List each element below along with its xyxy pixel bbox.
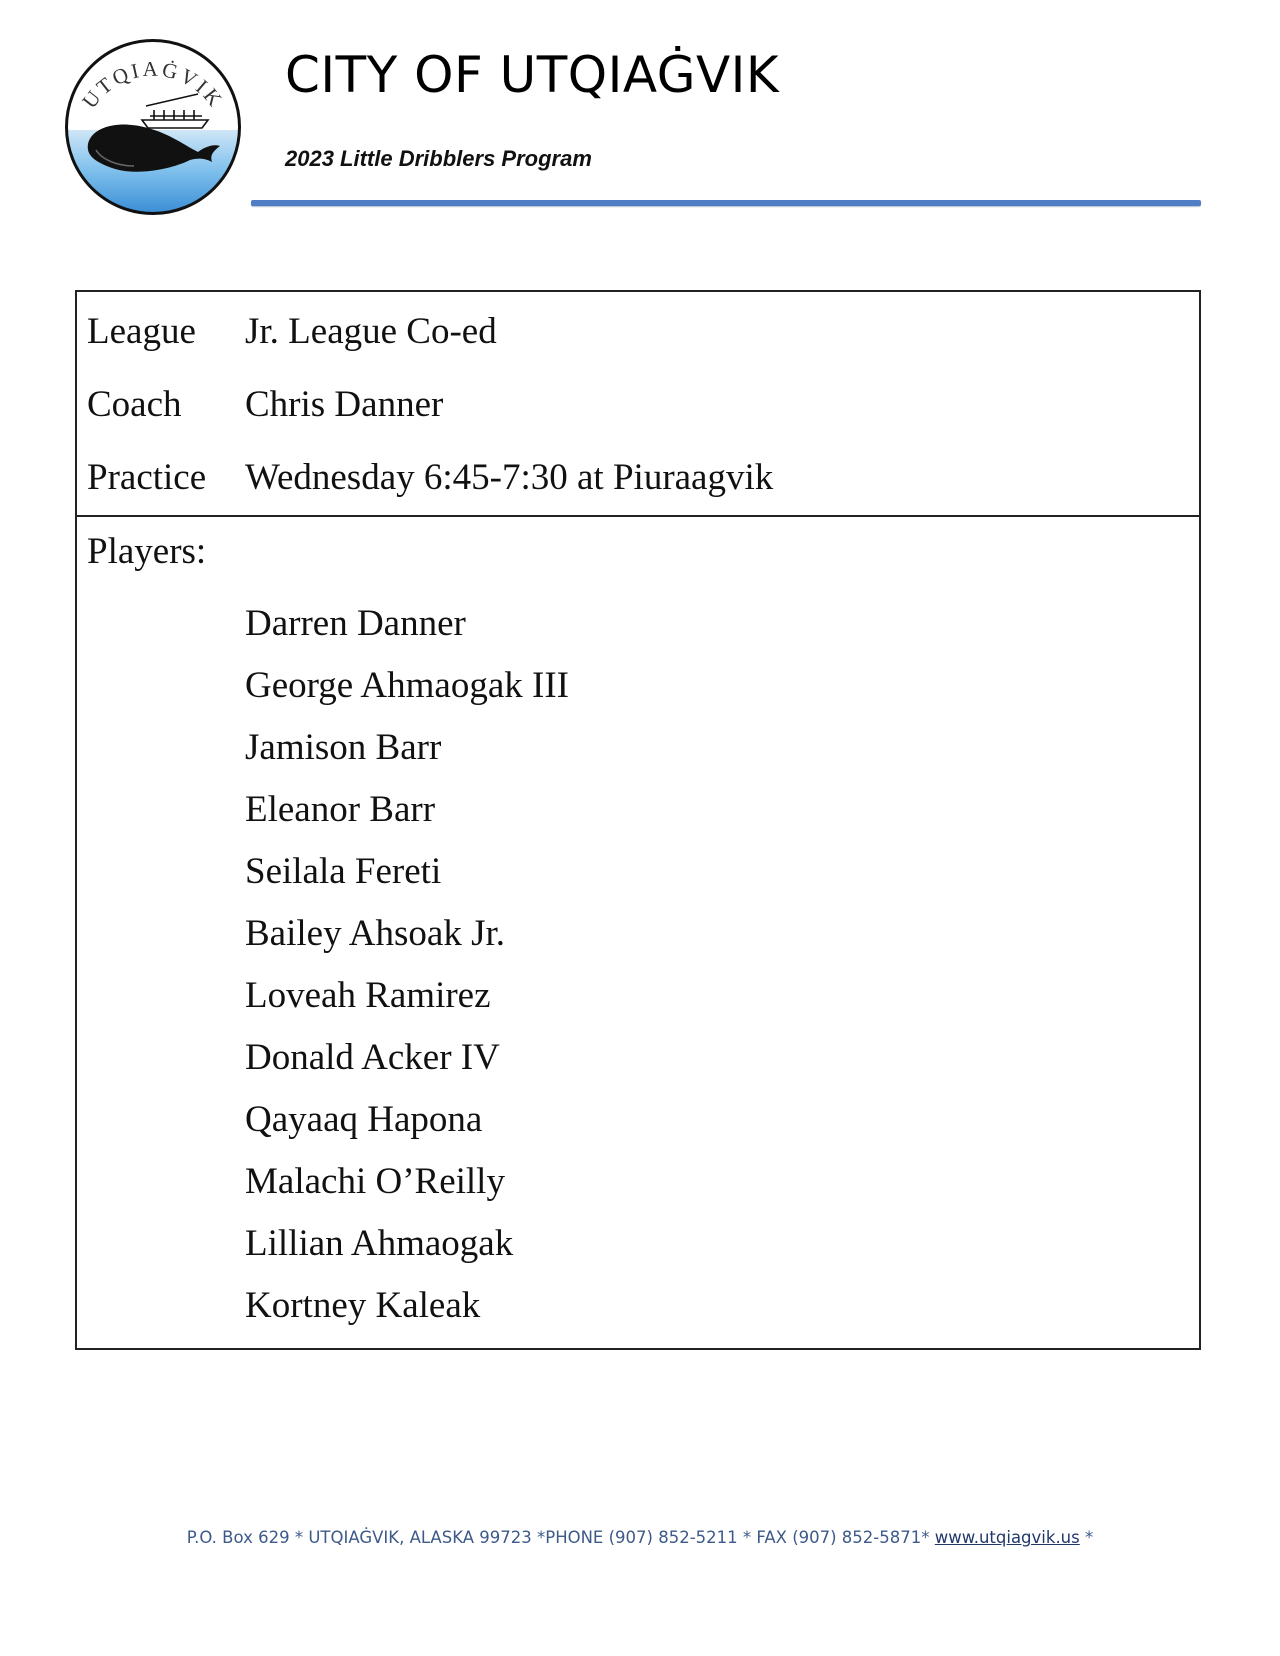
player-name: Kortney Kaleak xyxy=(245,1285,481,1326)
player-name: Seilala Fereti xyxy=(245,851,442,892)
player-name: Darren Danner xyxy=(245,603,466,644)
league-label: League xyxy=(87,311,196,352)
player-name: Loveah Ramirez xyxy=(245,975,491,1016)
player-name: Lillian Ahmaogak xyxy=(245,1223,514,1264)
coach-label: Coach xyxy=(87,384,182,425)
header-divider xyxy=(251,200,1201,206)
program-subtitle: 2023 Little Dribblers Program xyxy=(285,146,592,171)
footer-address: P.O. Box 629 * UTQIAĠVIK, ALASKA 99723 *PHONE (907) 852-5211 * FAX (907) 852-5871* xyxy=(186,1528,935,1547)
practice-label: Practice xyxy=(87,457,207,498)
footer-suffix: * xyxy=(1079,1528,1094,1547)
player-name: Malachi O’Reilly xyxy=(245,1161,505,1202)
practice-value: Wednesday 6:45-7:30 at Piuraagvik xyxy=(245,457,774,498)
player-name: Bailey Ahsoak Jr. xyxy=(245,913,506,954)
player-name: Jamison Barr xyxy=(245,727,442,768)
player-name: George Ahmaogak III xyxy=(245,665,569,706)
players-label: Players: xyxy=(87,531,207,572)
city-seal-logo xyxy=(62,36,244,218)
team-info-section xyxy=(77,292,1199,517)
footer-contact xyxy=(0,1528,1280,1547)
page-title: CITY OF UTQIAĠVIK xyxy=(285,46,780,104)
player-name: Donald Acker IV xyxy=(245,1037,500,1078)
team-roster-box xyxy=(75,290,1201,1350)
coach-value: Chris Danner xyxy=(245,384,444,425)
player-name: Qayaaq Hapona xyxy=(245,1099,483,1140)
website-link[interactable]: www.utqiagvik.us xyxy=(934,1528,1080,1547)
logo-arc-text: UTQIAĠVIK xyxy=(77,56,229,113)
league-value: Jr. League Co-ed xyxy=(245,311,497,352)
player-name: Eleanor Barr xyxy=(245,789,436,830)
